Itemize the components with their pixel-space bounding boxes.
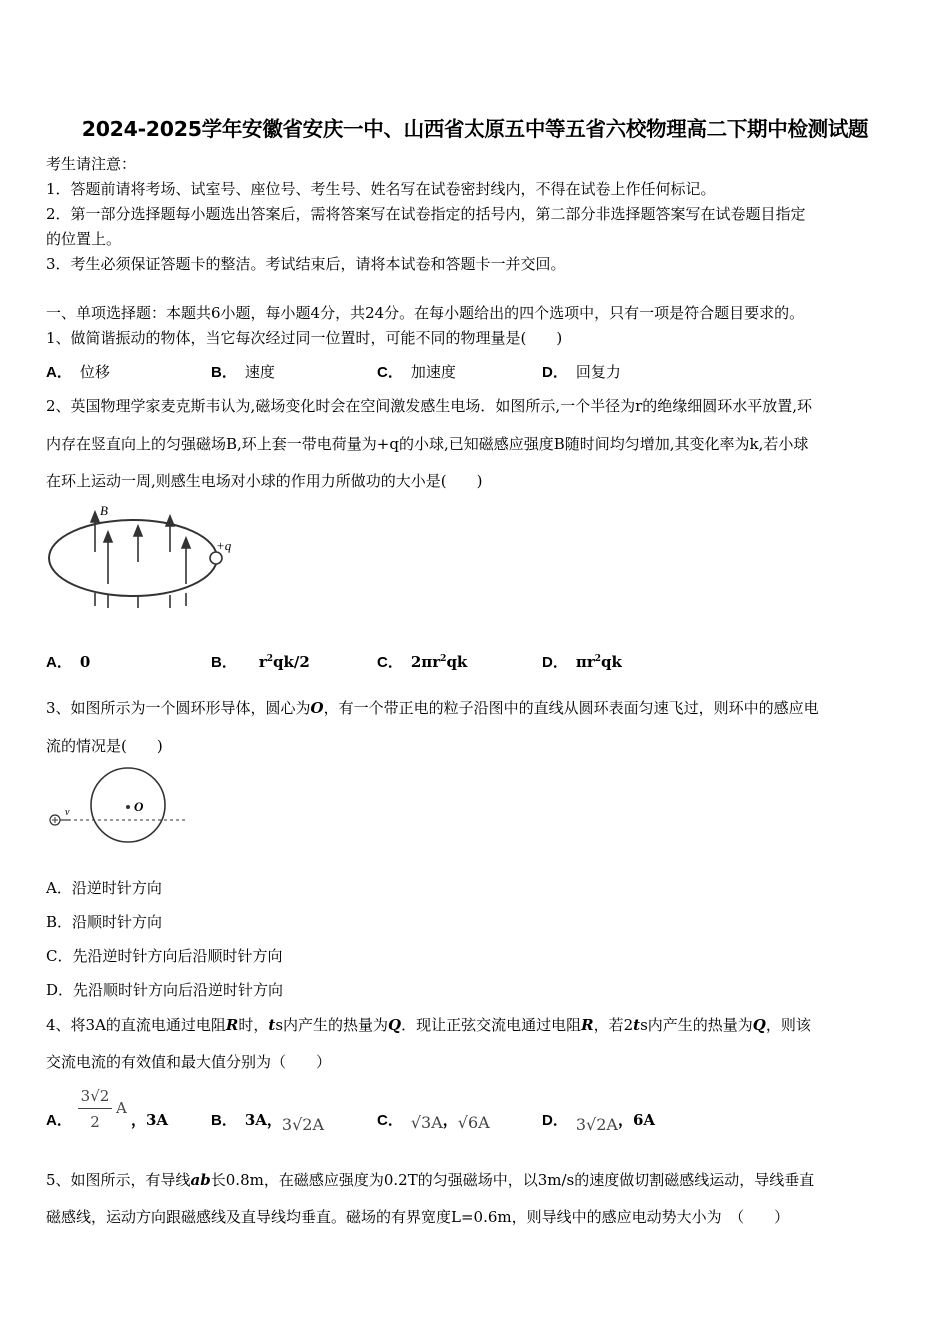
center-point (126, 805, 130, 809)
notice-line-2b: 的位置上。 (46, 230, 122, 248)
q3-stem-line-1: 3、如图所示为一个圆环形导体，圆心为O，有一个带正电的粒子沿图中的直线从圆环表面匀速飞过，则环中的感应电 (46, 699, 819, 717)
q4-option-a-label[interactable]: A． (46, 1112, 72, 1129)
q1-stem: 1、做简谐振动的物体，当它每次经过同一位置时，可能不同的物理量是( ) (46, 329, 563, 347)
q3-option-b[interactable]: B．沿顺时针方向 (46, 913, 163, 931)
q3-ring-figure (46, 765, 192, 847)
q4-a-fraction-bar (78, 1108, 112, 1109)
page-title: 2024-2025学年安徽省安庆一中、山西省太原五中等五省六校物理高二下期中检测试题 (81, 117, 869, 141)
q2-stem-line-2: 内存在竖直向上的匀强磁场B,环上套一带电荷量为+q的小球,已知磁感应强度B随时间均匀增加,其变化率为k,若小球 (46, 435, 809, 453)
q2-option-d[interactable]: D． $\pi r^2qk$ (542, 653, 622, 671)
q4-stem-line-2: 交流电流的有效值和最大值分别为（ ） (46, 1053, 332, 1071)
q2-stem-line-1: 2、英国物理学家麦克斯韦认为,磁场变化时会在空间激发感生电场．如图所示,一个半径为r的绝缘细圆环水平放置,环 (46, 397, 813, 415)
q4-option-c[interactable]: C． √3A，√6A (377, 1111, 490, 1132)
q3-option-c[interactable]: C．先沿逆时针方向后沿顺时针方向 (46, 947, 283, 965)
q1-option-c[interactable]: C． 加速度 (377, 363, 456, 381)
q4-a-unit: A (116, 1099, 127, 1117)
q2-stem-line-3: 在环上运动一周,则感生电场对小球的作用力所做功的大小是( ) (46, 472, 483, 490)
charged-ball (210, 552, 222, 564)
q2-ring-figure (46, 500, 246, 612)
q3-stem-line-2: 流的情况是( ) (46, 737, 163, 755)
q1-option-b[interactable]: B． 速度 (211, 363, 275, 381)
q1-option-d[interactable]: D． 回复力 (542, 363, 621, 381)
notice-heading: 考生请注意： (46, 155, 137, 173)
q3-option-a[interactable]: A．沿逆时针方向 (46, 879, 162, 897)
q2-option-a[interactable]: A． 0 (46, 653, 91, 671)
q4-stem-line-1: 4、将3A的直流电通过电阻R时，ts内产生的热量为Q．现让正弦交流电通过电阻R，若2ts内产生的热量为Q，则该 (46, 1016, 811, 1034)
q3-option-d[interactable]: D．先沿顺时针方向后沿逆时针方向 (46, 981, 284, 999)
q4-option-b[interactable]: B． 3A，3√2A (211, 1111, 325, 1134)
q2-option-b[interactable]: B． $r^2qk/2$ (211, 653, 310, 671)
label-O: O (134, 799, 144, 814)
q4-a-numerator: 3√2 (80, 1087, 110, 1105)
q4-option-d[interactable]: D． 3√2A，6A (542, 1111, 656, 1134)
label-B: B (100, 503, 108, 518)
notice-line-2a: 2．第一部分选择题每小题选出答案后，需将答案写在试卷指定的括号内，第二部分非选择题答案写在试卷题目指定 (46, 205, 806, 223)
q1-option-a[interactable]: A． 位移 (46, 363, 110, 381)
q4-a-tail: ，3A (131, 1111, 169, 1129)
q5-stem-line-2: 磁感线，运动方向跟磁感线及直导线均垂直。磁场的有界宽度L=0.6m，则导线中的感应电动势大小为 （ ） (46, 1208, 790, 1226)
q2-option-c[interactable]: C． $2\pi r^2qk$ (377, 653, 468, 671)
notice-line-1: 1．答题前请将考场、试室号、座位号、考生号、姓名写在试卷密封线内，不得在试卷上作任何标记。 (46, 180, 716, 198)
q4-a-denominator: 2 (90, 1113, 100, 1131)
notice-line-3: 3．考生必须保证答题卡的整洁。考试结束后，请将本试卷和答题卡一并交回。 (46, 255, 566, 273)
label-plus-q: +q (216, 538, 232, 553)
section-heading: 一、单项选择题：本题共6小题，每小题4分，共24分。在每小题给出的四个选项中，只有一项是符合题目要求的。 (46, 304, 805, 322)
label-v: v (65, 807, 70, 818)
q5-stem-line-1: 5、如图所示，有导线ab长0.8m，在磁感应强度为0.2T的匀强磁场中，以3m/s的速度做切割磁感线运动，导线垂直 (46, 1171, 815, 1189)
